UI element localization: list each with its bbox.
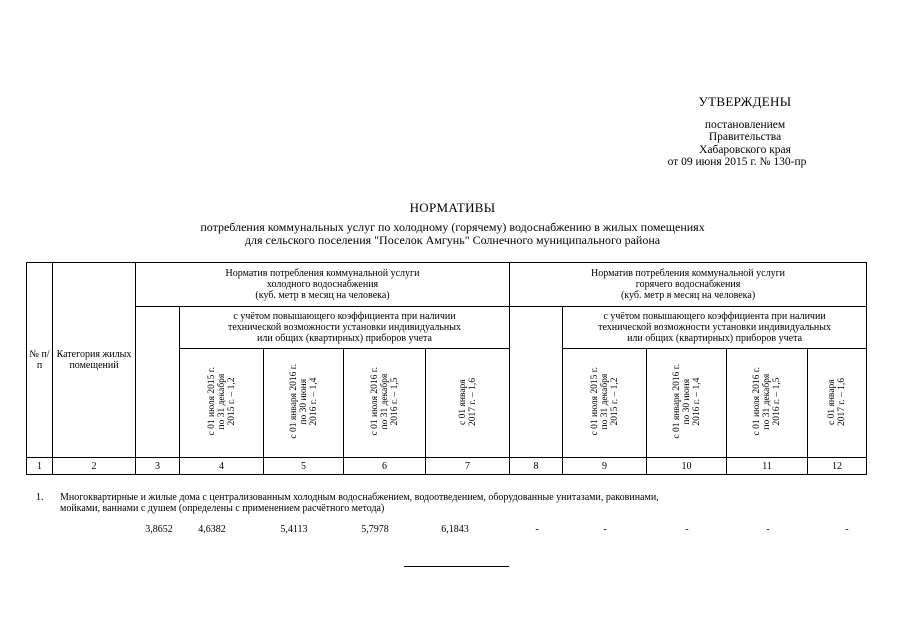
subtitle-line-1: потребления коммунальных услуг по холодному (горячему) водоснабжению в жилых помещениях	[200, 220, 705, 234]
header-hot-line-3: (куб. метр в месяц на человека)	[620, 290, 756, 301]
header-cold-line-3: (куб. метр в месяц на человека)	[255, 290, 390, 301]
approval-line-1: постановлением	[704, 118, 786, 131]
cold-period-1: с 01 июля 2015 г. по 31 декабря 2015 г. – 1,2	[180, 349, 264, 458]
column-number: 11	[727, 458, 808, 475]
header-hot-line-2: горячего водоснабжения	[635, 279, 741, 290]
item-values-row	[0, 524, 905, 536]
approval-line-3: Хабаровского края	[699, 143, 791, 156]
header-cold-line-1: Норматив потребления коммунальной услуги	[225, 268, 420, 279]
header-cold-base	[136, 307, 180, 458]
cold-period-3: с 01 июля 2016 г. по 31 декабря 2016 г. – 1,5	[344, 349, 426, 458]
column-number: 6	[344, 458, 426, 475]
cold-coef-line-2: технической возможности установки индивидуальных	[228, 322, 461, 333]
column-number-row	[27, 458, 867, 475]
hot-period-2: с 01 января 2016 г. по 30 июня 2016 г. – 1,4	[647, 349, 727, 458]
value-col-8: -	[535, 524, 539, 535]
header-hot-coef	[563, 307, 867, 349]
header-cold	[136, 263, 510, 307]
hot-coef-line-1: с учётом повышающего коэффициента при наличии	[603, 311, 826, 322]
column-number: 4	[180, 458, 264, 475]
hot-coef-line-3: или общих (квартирных) приборов учета	[627, 333, 803, 344]
column-number: 10	[647, 458, 727, 475]
cold-coef-line-1: с учётом повышающего коэффициента при наличии	[233, 311, 456, 322]
approval-block	[625, 96, 865, 169]
column-number: 2	[53, 458, 136, 475]
value-col-10: -	[685, 524, 689, 535]
column-number: 12	[808, 458, 867, 475]
item-description	[26, 492, 866, 514]
item-line-1: Многоквартирные и жилые дома с централизованным холодным водоснабжением, водоотведением, оборудованные унитазами, раковинами,	[60, 492, 659, 503]
header-hot-line-1: Норматив потребления коммунальной услуги	[591, 268, 786, 279]
item-line-2: мойками, ваннами с душем (определены с применением расчётного метода)	[60, 503, 385, 514]
approval-line-2: Правительства	[708, 131, 782, 143]
cold-period-2: с 01 января 2016 г. по 30 июня 2016 г. – 1,4	[264, 349, 344, 458]
header-num: № п/п	[27, 263, 53, 458]
approval-date: от 09 июня 2015 г. № 130-пр	[667, 156, 807, 168]
value-col-4: 4,6382	[198, 524, 226, 535]
norms-table	[26, 262, 867, 475]
footer-rule	[404, 566, 509, 567]
hot-period-1: с 01 июля 2015 г. по 31 декабря 2015 г. – 1,2	[563, 349, 647, 458]
hot-coef-line-2: технической возможности установки индивидуальных	[598, 322, 831, 333]
header-cold-coef	[180, 307, 510, 349]
value-col-7: 6,1843	[441, 524, 469, 535]
document-subtitle	[0, 221, 905, 246]
value-col-3: 3,8652	[145, 524, 173, 535]
value-col-12: -	[845, 524, 849, 535]
column-number: 5	[264, 458, 344, 475]
hot-period-3: с 01 июля 2016 г. по 31 декабря 2016 г. – 1,5	[727, 349, 808, 458]
header-category: Категория жилых помещений	[53, 263, 136, 458]
value-col-5: 5,4113	[280, 524, 308, 535]
header-hot-base	[510, 307, 563, 458]
header-cold-line-2: холодного водоснабжения	[266, 279, 379, 290]
value-col-6: 5,7978	[361, 524, 389, 535]
hot-period-4: с 01 января 2017 г. – 1,6	[808, 349, 867, 458]
column-number: 1	[27, 458, 53, 475]
header-hot	[510, 263, 867, 307]
subtitle-line-2: для сельского поселения "Поселок Амгунь" Солнечного муниципального района	[244, 232, 661, 247]
approved-label: УТВЕРЖДЕНЫ	[698, 94, 792, 109]
cold-coef-line-3: или общих (квартирных) приборов учета	[257, 333, 432, 344]
column-number: 9	[563, 458, 647, 475]
cold-period-4: с 01 января 2017 г. – 1,6	[426, 349, 510, 458]
column-number: 7	[426, 458, 510, 475]
document-title: НОРМАТИВЫ	[409, 200, 496, 215]
value-col-9: -	[603, 524, 607, 535]
value-col-11: -	[766, 524, 770, 535]
column-number: 3	[136, 458, 180, 475]
item-number: 1.	[36, 492, 44, 503]
column-number: 8	[510, 458, 563, 475]
